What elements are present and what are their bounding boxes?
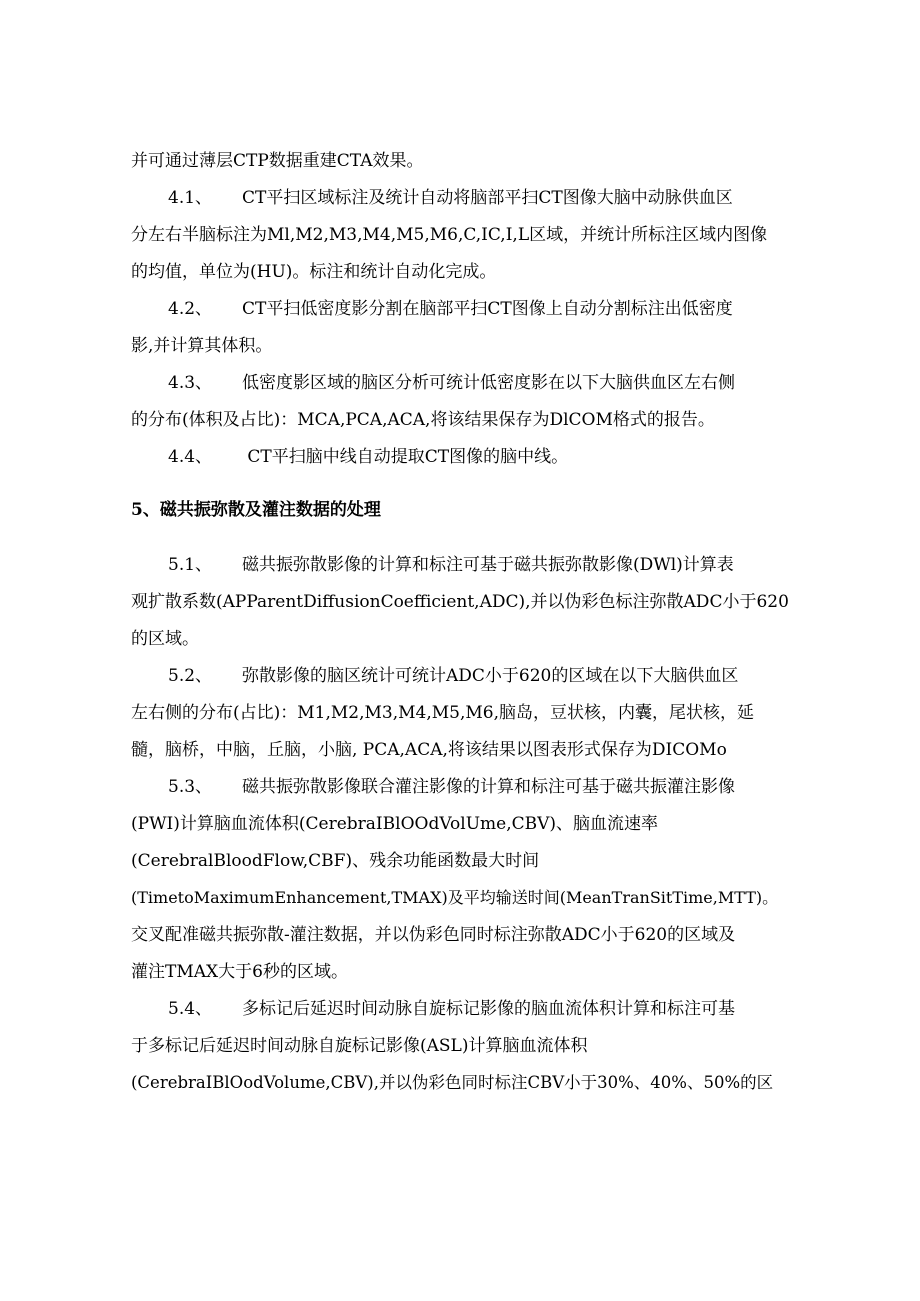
item-5-4-line: 5.4、 多标记后延迟时间动脉自旋标记影像的脑血流体积计算和标注可基: [168, 999, 735, 1019]
paragraph-line: 并可通过薄层CTP数据重建CTA效果。: [131, 151, 424, 171]
item-number: 4.2、: [168, 299, 213, 319]
paragraph-line: 灌注TMAX大于6秒的区域。: [131, 962, 348, 982]
item-number: 5.4、: [168, 999, 213, 1019]
item-4-3-line: 4.3、 低密度影区域的脑区分析可统计低密度影在以下大脑供血区左右侧: [168, 373, 735, 393]
item-number: 4.1、: [168, 188, 213, 208]
paragraph-line: 的区域。: [131, 629, 199, 649]
item-number: 5.1、: [168, 555, 213, 575]
paragraph-line: 于多标记后延迟时间动脉自旋标记影像(ASL)计算脑血流体积: [131, 1036, 588, 1056]
item-4-1-line: 4.1、 CT平扫区域标注及统计自动将脑部平扫CT图像大脑中动脉供血区: [168, 188, 733, 208]
section-heading: 5、磁共振弥散及灌注数据的处理: [131, 500, 381, 520]
paragraph-line: 髓，脑桥，中脑，丘脑，小脑, PCA,ACA,将该结果以图表形式保存为DICOMo: [131, 740, 727, 760]
paragraph-line: 交叉配准磁共振弥散-灌注数据，并以伪彩色同时标注弥散ADC小于620的区域及: [131, 925, 736, 945]
paragraph-line: (CerebraIBlOodVolume,CBV),并以伪彩色同时标注CBV小于30%、40%、50%的区: [131, 1073, 774, 1092]
item-number: 4.3、: [168, 373, 213, 393]
paragraph-line: 的均值，单位为(HU)。标注和统计自动化完成。: [131, 262, 497, 282]
paragraph-line: (PWI)计算脑血流体积(CerebraIBlOOdVolUme,CBV)、脑血流速率: [131, 814, 659, 834]
paragraph-line: 分左右半脑标注为Ml,M2,M3,M4,M5,M6,C,IC,I,L区域，并统计所标注区域内图像: [131, 225, 768, 245]
item-number: 4.4、: [168, 447, 213, 467]
paragraph-line: 观扩散系数(APParentDiffusionCoefficient,ADC),并以伪彩色标注弥散ADC小于620: [131, 592, 789, 612]
paragraph-line: 的分布(体积及占比)：MCA,PCA,ACA,将该结果保存为DlCOM格式的报告。: [131, 410, 715, 430]
item-number: 5.2、: [168, 666, 213, 686]
item-5-1-line: 5.1、 磁共振弥散影像的计算和标注可基于磁共振弥散影像(DWl)计算表: [168, 555, 734, 575]
item-4-4-line: 4.4、 CT平扫脑中线自动提取CT图像的脑中线。: [168, 447, 569, 467]
item-5-2-line: 5.2、 弥散影像的脑区统计可统计ADC小于620的区域在以下大脑供血区: [168, 666, 739, 686]
item-number: 5.3、: [168, 777, 213, 797]
paragraph-line: (CerebralBloodFlow,CBF)、残余功能函数最大时间: [131, 851, 540, 871]
paragraph-line: 左右侧的分布(占比)：M1,M2,M3,M4,M5,M6,脑岛，豆状核，内囊，尾状核，延: [131, 703, 755, 723]
item-4-2-line: 4.2、 CT平扫低密度影分割在脑部平扫CT图像上自动分割标注出低密度: [168, 299, 733, 319]
paragraph-line: (TimetoMaximumEnhancement,TMAX)及平均输送时间(MeanTranSitTime,MTT)。: [131, 888, 779, 907]
item-5-3-line: 5.3、 磁共振弥散影像联合灌注影像的计算和标注可基于磁共振灌注影像: [168, 777, 735, 797]
paragraph-line: 影,并计算其体积。: [131, 336, 273, 356]
